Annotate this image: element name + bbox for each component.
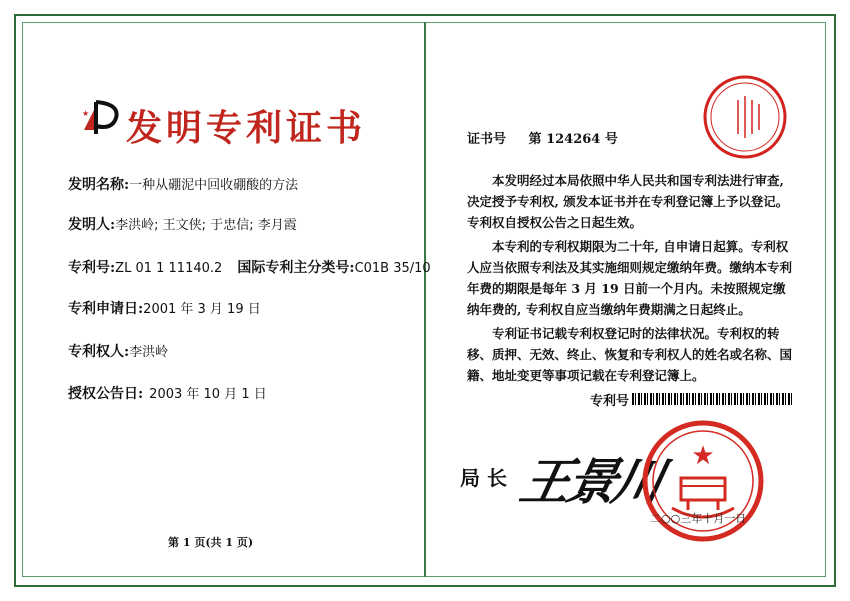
svg-text:★: ★ [691, 441, 715, 471]
announcement-value: 2003 年 10 月 1 日 [149, 387, 267, 402]
announcement-label: 授权公告日: [68, 386, 144, 402]
patent-barcode [632, 393, 792, 405]
filing-date-row [68, 298, 261, 318]
inventors-row [68, 214, 297, 234]
filing-date-value: 2001 年 3 月 19 日 [143, 302, 261, 317]
patent-number-label: 专利号: [68, 260, 116, 276]
svg-text:★: ★ [87, 120, 94, 128]
director-signature: 王景川 [514, 452, 666, 511]
patentee-value: 李洪岭 [129, 345, 169, 360]
inventors-value: 李洪岭; 王文侠; 于忠信; 李月霞 [115, 218, 297, 233]
patent-number-row [68, 257, 431, 277]
director-label: 局 长 [460, 466, 507, 490]
ipc-value: C01B 35/10 [354, 261, 431, 276]
registration-seal-icon [700, 72, 790, 162]
invention-name-row [68, 174, 298, 194]
paragraph-2: 本专利的专利权期限为二十年, 自申请日起算。专利权人应当依照专利法及其实施细则规定缴纳年费。缴纳本专利年费的期限是每年 3 月 19 日前一个月内。未按照规定缴纳年费的, 专利权自应当缴纳年费期满之日起终止。 [467, 239, 793, 317]
ipc-label: 国际专利主分类号: [237, 260, 355, 276]
page-footer: 第 1 页(共 1 页) [168, 536, 254, 549]
patent-number-barcode-label: 专利号 [590, 394, 630, 409]
national-ip-office-seal-icon [638, 416, 768, 546]
cert-number-label: 证书号 [467, 132, 507, 147]
patentee-row [68, 341, 168, 361]
paragraph-3: 专利证书记载专利权登记时的法律状况。专利权的转移、质押、无效、终止、恢复和专利权人的姓名或名称、国籍、地址变更等事项记载在专利登记簿上。 [467, 326, 793, 383]
patentee-label: 专利权人: [68, 344, 130, 360]
patent-number-value: ZL 01 1 11140.2 [115, 261, 223, 276]
filing-date-label: 专利申请日: [68, 301, 144, 317]
cert-number-row [467, 128, 618, 147]
issue-date: 二○○三年十月一日 [650, 512, 747, 525]
patent-logo-icon [80, 96, 124, 140]
inventors-label: 发明人: [68, 217, 116, 233]
invention-name-label: 发明名称: [68, 177, 130, 193]
cert-number-value: 第 124264 号 [528, 132, 618, 147]
paragraph-1: 本发明经过本局依照中华人民共和国专利法进行审查, 决定授予专利权, 颁发本证书并在专利登记簿上予以登记。专利权自授权公告之日起生效。 [467, 173, 789, 230]
svg-text:★: ★ [82, 109, 90, 118]
invention-name-value: 一种从硼泥中回收硼酸的方法 [129, 178, 299, 193]
page-divider [424, 22, 426, 577]
announcement-row [68, 383, 267, 403]
certificate-title: 发明专利证书 [126, 107, 367, 149]
